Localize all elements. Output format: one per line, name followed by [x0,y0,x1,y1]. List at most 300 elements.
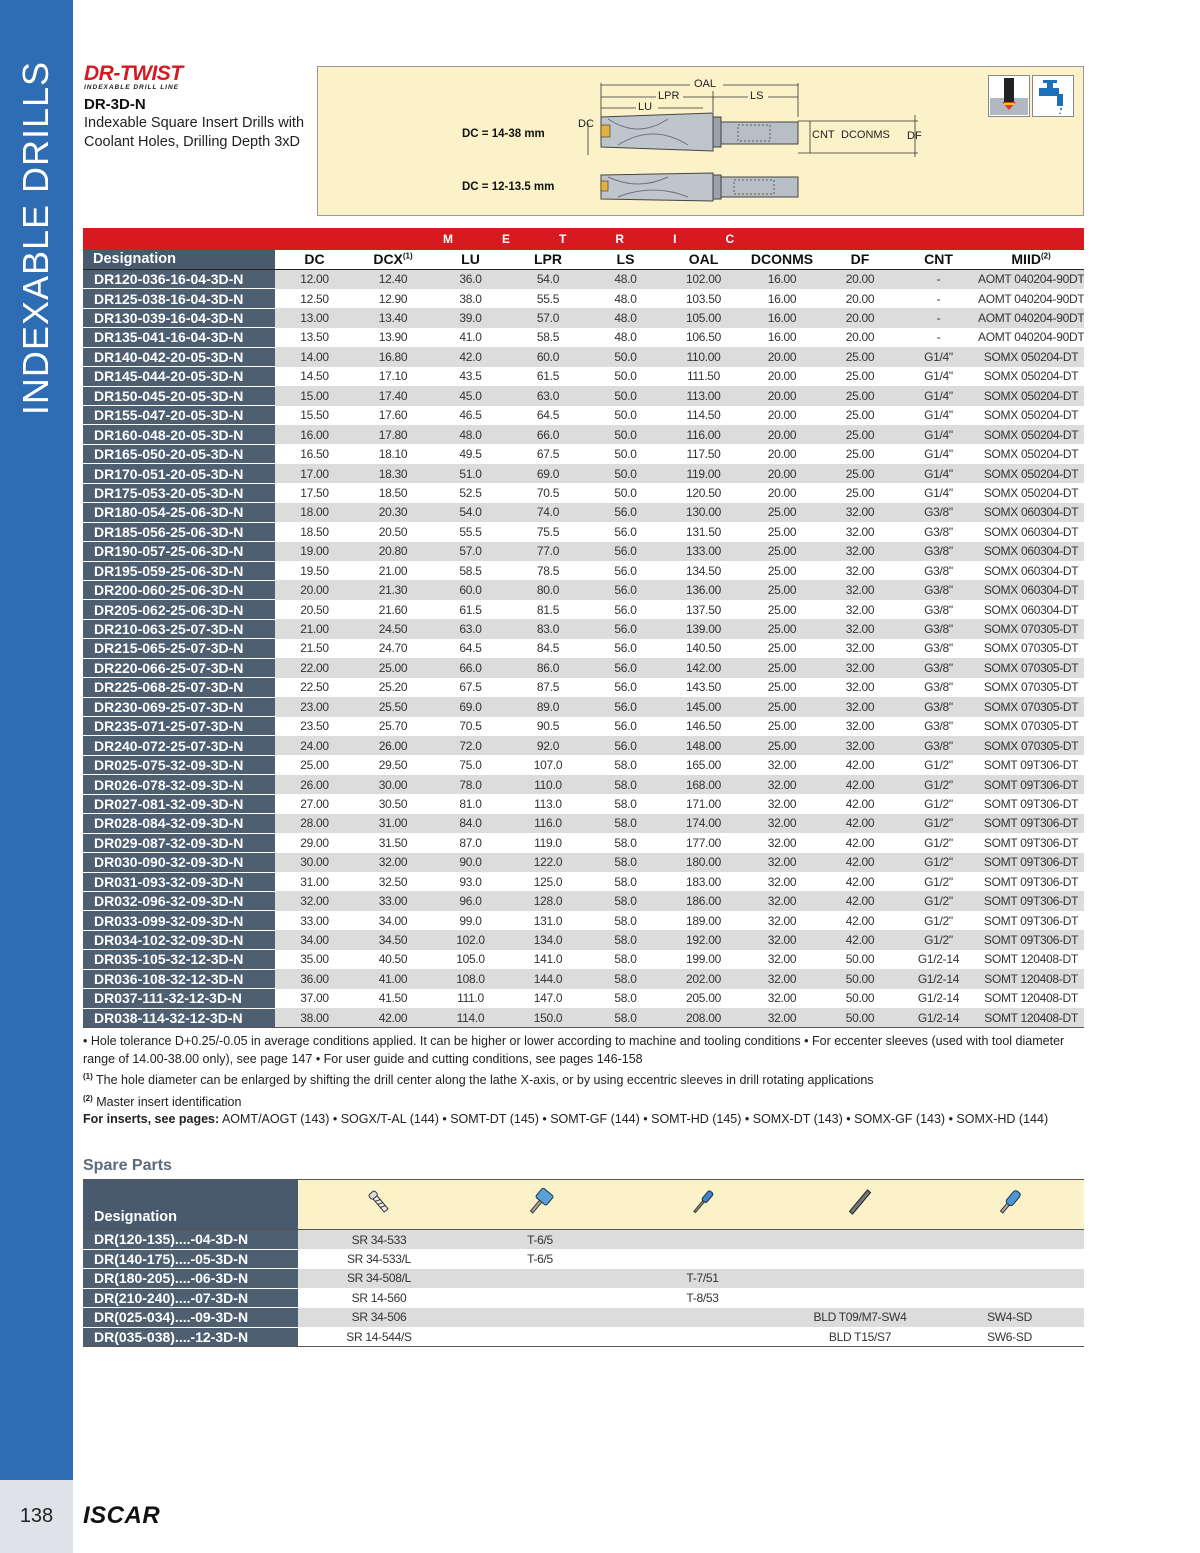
table-cell: G3/8" [899,678,978,697]
table-cell: SOMX 060304-DT [978,522,1084,541]
spare-cell: SW6-SD [935,1327,1084,1347]
table-cell: 32.00 [275,891,354,910]
note-1: $^{(1)}$ The hole diameter can be enlarged by shifting the drill center along the lathe X-axis, or by using eccentric sleeves in drill rotating applications [83,1072,874,1088]
table-cell: 38.00 [275,1008,354,1027]
table-cell: 42.0 [432,347,509,366]
spare-designation-cell: DR(180-205)....-06-3D-N [83,1269,298,1289]
table-cell: G3/8" [899,542,978,561]
table-cell: 28.00 [275,814,354,833]
table-cell: 117.50 [664,444,743,463]
table-cell: 23.00 [275,697,354,716]
table-cell: 199.00 [664,950,743,969]
table-cell: 36.0 [432,269,509,288]
table-cell: 36.00 [275,969,354,988]
table-cell: 186.00 [664,891,743,910]
page-number: 138 [0,1480,73,1553]
designation-cell: DR215-065-25-07-3D-N [83,639,275,658]
table-cell: 69.0 [432,697,509,716]
table-cell: 114.50 [664,406,743,425]
spare-parts-table [83,1179,1084,1347]
table-cell: 42.00 [821,814,899,833]
table-cell: 58.0 [587,794,664,813]
table-cell: 48.0 [587,269,664,288]
designation-cell: DR027-081-32-09-3D-N [83,794,275,813]
table-row [83,328,1084,347]
table-cell: 50.0 [587,386,664,405]
table-cell: SOMT 09T306-DT [978,814,1084,833]
table-cell: 128.0 [509,891,587,910]
table-row [83,736,1084,755]
table-cell: 25.50 [354,697,432,716]
table-cell: 32.00 [821,697,899,716]
designation-cell: DR026-078-32-09-3D-N [83,775,275,794]
metric-bar [83,228,1084,250]
table-cell: 16.00 [743,269,821,288]
table-cell: 208.00 [664,1008,743,1027]
table-cell: 32.00 [821,658,899,677]
table-row [83,289,1084,308]
table-cell: 20.00 [821,328,899,347]
table-row [83,580,1084,599]
table-cell: 42.00 [821,794,899,813]
table-cell: SOMT 09T306-DT [978,911,1084,930]
dim-dc: DC [578,118,594,130]
table-cell: 22.50 [275,678,354,697]
table-cell: 70.5 [432,717,509,736]
table-cell: 58.0 [587,833,664,852]
table-cell: 14.00 [275,347,354,366]
table-cell: 12.00 [275,269,354,288]
table-cell: G1/2-14 [899,969,978,988]
table-cell: 32.00 [821,678,899,697]
table-cell: 50.00 [821,950,899,969]
table-cell: SOMT 09T306-DT [978,775,1084,794]
table-cell: G1/4" [899,347,978,366]
table-cell: 72.0 [432,736,509,755]
screwdriver-icon [620,1180,785,1230]
table-cell: 56.0 [587,678,664,697]
table-cell: 32.00 [821,503,899,522]
table-cell: 54.0 [432,503,509,522]
metric-letter: C [725,232,735,246]
table-cell: 32.00 [743,755,821,774]
designation-cell: DR140-042-20-05-3D-N [83,347,275,366]
table-cell: 55.5 [432,522,509,541]
table-cell: 17.10 [354,367,432,386]
table-cell: 20.00 [743,406,821,425]
table-cell: 93.0 [432,872,509,891]
table-cell: G3/8" [899,639,978,658]
table-cell: 54.0 [509,269,587,288]
designation-cell: DR034-102-32-09-3D-N [83,930,275,949]
designation-cell: DR145-044-20-05-3D-N [83,367,275,386]
spare-cell: BLD T09/M7-SW4 [785,1308,935,1328]
designation-cell: DR180-054-25-06-3D-N [83,503,275,522]
table-cell: - [899,328,978,347]
table-cell: G1/4" [899,406,978,425]
table-cell: 42.00 [821,872,899,891]
spare-cell [785,1269,935,1289]
table-cell: G1/2" [899,930,978,949]
table-row [83,503,1084,522]
table-cell: 56.0 [587,697,664,716]
table-row [83,833,1084,852]
table-cell: 58.0 [587,911,664,930]
table-cell: 192.00 [664,930,743,949]
table-cell: 131.50 [664,522,743,541]
table-cell: 113.0 [509,794,587,813]
table-cell: 20.00 [743,386,821,405]
table-cell: 32.00 [743,891,821,910]
table-cell: 48.0 [587,328,664,347]
col-oal: OAL [664,250,743,269]
table-cell: 31.50 [354,833,432,852]
table-cell: 119.0 [509,833,587,852]
table-cell: 146.50 [664,717,743,736]
table-cell: 56.0 [587,639,664,658]
table-row [83,542,1084,561]
table-row [83,619,1084,638]
table-cell: 168.00 [664,775,743,794]
dim-df: DF [907,130,922,142]
table-cell: SOMT 09T306-DT [978,755,1084,774]
spare-designation-cell: DR(140-175)....-05-3D-N [83,1249,298,1269]
spare-cell [460,1288,620,1308]
table-cell: 125.0 [509,872,587,891]
designation-cell: DR195-059-25-06-3D-N [83,561,275,580]
col-lpr: LPR [509,250,587,269]
table-cell: 108.0 [432,969,509,988]
table-cell: 25.00 [821,406,899,425]
table-cell: 180.00 [664,853,743,872]
designation-cell: DR025-075-32-09-3D-N [83,755,275,774]
table-cell: 17.00 [275,464,354,483]
spare-cell [785,1230,935,1250]
table-cell: 31.00 [354,814,432,833]
table-cell: 57.0 [509,308,587,327]
spare-cell: SR 34-533/L [298,1249,460,1269]
table-cell: 58.0 [587,853,664,872]
table-cell: 42.00 [821,930,899,949]
table-cell: SOMT 09T306-DT [978,891,1084,910]
designation-cell: DR032-096-32-09-3D-N [83,891,275,910]
table-cell: 67.5 [432,678,509,697]
designation-cell: DR230-069-25-07-3D-N [83,697,275,716]
table-cell: 25.00 [821,444,899,463]
spare-cell [935,1249,1084,1269]
table-cell: 110.00 [664,347,743,366]
table-cell: 13.50 [275,328,354,347]
table-cell: 32.00 [821,580,899,599]
table-cell: G3/8" [899,717,978,736]
table-cell: G1/2" [899,872,978,891]
table-cell: G1/4" [899,483,978,502]
screw-icon [298,1180,460,1230]
table-cell: 141.0 [509,950,587,969]
table-cell: 134.50 [664,561,743,580]
table-header [83,250,1084,269]
spare-cell [460,1308,620,1328]
table-cell: G1/4" [899,367,978,386]
table-cell: 18.30 [354,464,432,483]
drill-diagram [317,66,1084,216]
table-cell: 22.00 [275,658,354,677]
spare-cell [935,1230,1084,1250]
table-cell: 25.00 [821,425,899,444]
metric-letter: T [559,232,567,246]
metric-letter: M [443,232,453,246]
metric-letter: R [615,232,625,246]
table-cell: 56.0 [587,600,664,619]
spare-header [83,1180,1084,1230]
designation-cell: DR033-099-32-09-3D-N [83,911,275,930]
table-cell: 56.0 [587,580,664,599]
table-row [83,911,1084,930]
table-cell: 113.00 [664,386,743,405]
table-cell: 32.00 [743,911,821,930]
table-cell: 165.00 [664,755,743,774]
table-cell: 106.50 [664,328,743,347]
table-cell: 122.0 [509,853,587,872]
table-cell: G1/2-14 [899,950,978,969]
col-df: DF [821,250,899,269]
table-cell: 56.0 [587,542,664,561]
table-row [83,755,1084,774]
table-cell: 29.00 [275,833,354,852]
table-cell: 21.50 [275,639,354,658]
wrench-icon [935,1180,1084,1230]
table-cell: 26.00 [354,736,432,755]
table-cell: 78.5 [509,561,587,580]
dim-lpr: LPR [658,90,680,102]
table-cell: 32.00 [743,950,821,969]
table-cell: 32.00 [821,522,899,541]
table-cell: 48.0 [432,425,509,444]
designation-cell: DR036-108-32-12-3D-N [83,969,275,988]
table-cell: 39.0 [432,308,509,327]
table-cell: 32.00 [821,736,899,755]
table-cell: 32.00 [743,775,821,794]
table-cell: 32.00 [743,930,821,949]
table-cell: 145.00 [664,697,743,716]
designation-cell: DR190-057-25-06-3D-N [83,542,275,561]
table-row [83,891,1084,910]
table-cell: 110.0 [509,775,587,794]
table-row [83,678,1084,697]
designation-cell: DR150-045-20-05-3D-N [83,386,275,405]
table-cell: 26.00 [275,775,354,794]
table-cell: 77.0 [509,542,587,561]
table-cell: 143.50 [664,678,743,697]
table-cell: G3/8" [899,503,978,522]
table-cell: 25.00 [821,347,899,366]
table-cell: 25.70 [354,717,432,736]
table-cell: 86.0 [509,658,587,677]
col-miid: MIID$^{(2)}$ [978,250,1084,269]
dim-ls: LS [750,90,764,102]
table-cell: SOMT 09T306-DT [978,930,1084,949]
table-row [83,425,1084,444]
table-cell: 89.0 [509,697,587,716]
table-cell: 20.00 [743,444,821,463]
table-cell: 25.00 [821,464,899,483]
table-cell: 49.5 [432,444,509,463]
table-cell: 25.00 [743,697,821,716]
table-cell: SOMX 050204-DT [978,425,1084,444]
table-cell: 41.00 [354,969,432,988]
table-cell: SOMT 120408-DT [978,969,1084,988]
table-cell: SOMT 09T306-DT [978,833,1084,852]
table-cell: 40.50 [354,950,432,969]
table-cell: 63.0 [509,386,587,405]
table-cell: G3/8" [899,580,978,599]
table-cell: 32.00 [354,853,432,872]
designation-cell: DR037-111-32-12-3D-N [83,989,275,1008]
table-cell: SOMT 09T306-DT [978,794,1084,813]
table-cell: 48.0 [587,308,664,327]
spare-cell: SR 14-560 [298,1288,460,1308]
table-cell: G3/8" [899,658,978,677]
designation-cell: DR030-090-32-09-3D-N [83,853,275,872]
table-cell: 63.0 [432,619,509,638]
table-cell: 144.0 [509,969,587,988]
table-cell: 58.0 [587,950,664,969]
table-cell: 32.00 [821,639,899,658]
table-cell: 32.00 [743,814,821,833]
spare-row [83,1269,1084,1289]
table-cell: SOMX 060304-DT [978,561,1084,580]
table-row [83,950,1084,969]
table-cell: 105.0 [432,950,509,969]
designation-cell: DR155-047-20-05-3D-N [83,406,275,425]
table-cell: 56.0 [587,658,664,677]
spare-designation-cell: DR(210-240)....-07-3D-N [83,1288,298,1308]
col-lu: LU [432,250,509,269]
table-row [83,658,1084,677]
table-cell: 41.50 [354,989,432,1008]
spare-cell [935,1269,1084,1289]
blade-icon [785,1180,935,1230]
table-cell: 148.00 [664,736,743,755]
table-cell: SOMX 070305-DT [978,639,1084,658]
table-cell: - [899,308,978,327]
table-cell: 18.50 [275,522,354,541]
spare-row [83,1327,1084,1347]
col-dconms: DCONMS [743,250,821,269]
table-cell: 12.40 [354,269,432,288]
table-row [83,444,1084,463]
table-cell: AOMT 040204-90DT [978,308,1084,327]
table-cell: 20.80 [354,542,432,561]
table-cell: 21.30 [354,580,432,599]
table-cell: 25.20 [354,678,432,697]
table-cell: 20.00 [743,347,821,366]
table-row [83,269,1084,288]
designation-cell: DR130-039-16-04-3D-N [83,308,275,327]
spare-cell: SR 34-508/L [298,1269,460,1289]
table-cell: 33.00 [354,891,432,910]
spare-cell: SR 34-506 [298,1308,460,1328]
metric-letter: I [673,232,677,246]
table-row [83,522,1084,541]
table-cell: 50.00 [821,989,899,1008]
table-cell: G1/2" [899,833,978,852]
table-cell: 25.00 [821,386,899,405]
metric-letter: E [502,232,511,246]
table-cell: G3/8" [899,697,978,716]
table-cell: 24.00 [275,736,354,755]
table-cell: SOMX 050204-DT [978,444,1084,463]
table-cell: 64.5 [432,639,509,658]
table-cell: 32.00 [821,561,899,580]
table-cell: 111.50 [664,367,743,386]
table-cell: 20.00 [743,425,821,444]
table-body [83,269,1084,1027]
table-cell: - [899,289,978,308]
table-cell: SOMX 050204-DT [978,347,1084,366]
table-cell: 50.0 [587,464,664,483]
table-cell: 57.0 [432,542,509,561]
table-cell: 18.00 [275,503,354,522]
table-cell: 21.00 [354,561,432,580]
dim-cnt: CNT [812,129,835,141]
table-cell: 58.5 [509,328,587,347]
table-cell: SOMX 070305-DT [978,736,1084,755]
table-cell: 171.00 [664,794,743,813]
table-cell: 150.0 [509,1008,587,1027]
designation-cell: DR205-062-25-06-3D-N [83,600,275,619]
side-title: INDEXABLE DRILLS [15,60,56,416]
table-cell: 33.00 [275,911,354,930]
table-cell: SOMX 050204-DT [978,464,1084,483]
spare-row [83,1230,1084,1250]
designation-cell: DR185-056-25-06-3D-N [83,522,275,541]
table-cell: 41.0 [432,328,509,347]
designation-cell: DR120-036-16-04-3D-N [83,269,275,288]
table-cell: 20.00 [743,464,821,483]
table-cell: - [899,269,978,288]
designation-cell: DR160-048-20-05-3D-N [83,425,275,444]
designation-cell: DR165-050-20-05-3D-N [83,444,275,463]
range-small-label: DC = 12-13.5 mm [462,181,555,193]
table-cell: 17.80 [354,425,432,444]
col-designation: Designation [83,250,275,269]
table-cell: 56.0 [587,503,664,522]
table-cell: 27.00 [275,794,354,813]
table-cell: 105.00 [664,308,743,327]
spare-body [83,1230,1084,1347]
table-cell: 66.0 [509,425,587,444]
spare-cell: BLD T15/S7 [785,1327,935,1347]
spare-cell [620,1327,785,1347]
spare-cell: T-8/53 [620,1288,785,1308]
table-cell: 16.00 [743,289,821,308]
table-cell: 177.00 [664,833,743,852]
table-cell: 17.50 [275,483,354,502]
designation-cell: DR240-072-25-07-3D-N [83,736,275,755]
table-row [83,1008,1084,1027]
table-cell: 25.00 [743,678,821,697]
table-cell: 202.00 [664,969,743,988]
spare-col-designation: Designation [83,1180,298,1230]
col-cnt: CNT [899,250,978,269]
spare-designation-cell: DR(025-034)....-09-3D-N [83,1308,298,1328]
table-row [83,639,1084,658]
col-dc: DC [275,250,354,269]
model-title: DR-3D-N [84,96,146,113]
table-cell: 25.00 [743,580,821,599]
spare-cell [620,1249,785,1269]
